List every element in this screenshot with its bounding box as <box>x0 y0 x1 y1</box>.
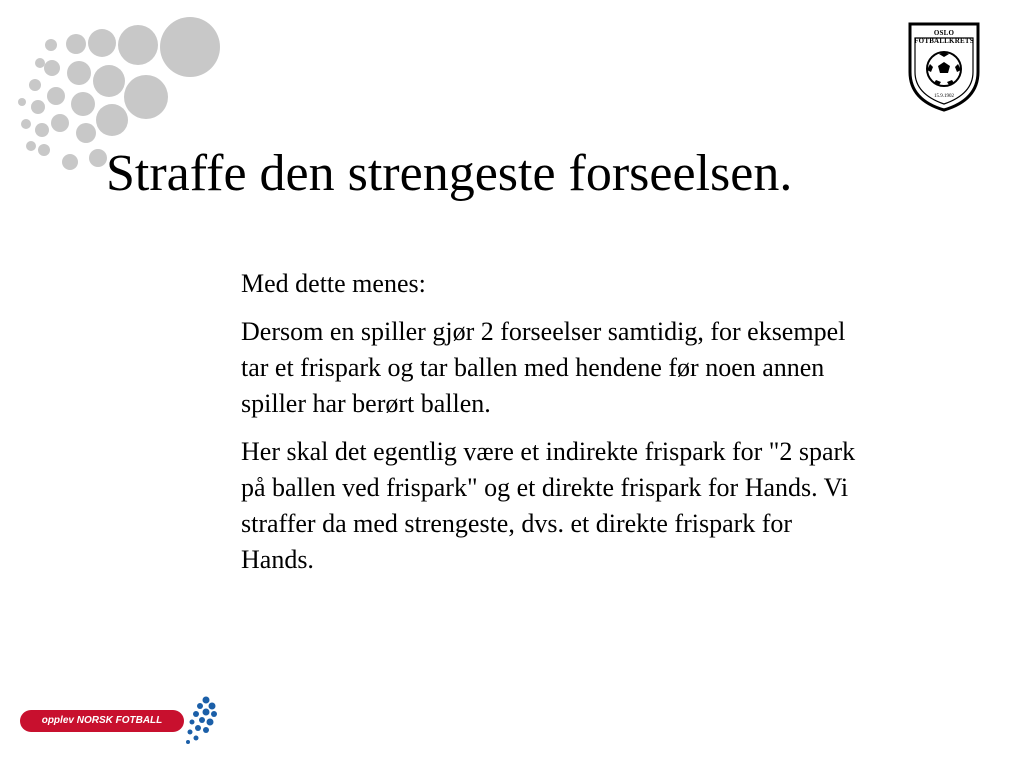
brand-dots-icon <box>176 692 220 748</box>
slide-body <box>241 266 861 590</box>
body-paragraph-example: Dersom en spiller gjør 2 forseelser samtidig, for eksempel tar et frispark og tar ballen med hendene før noen annen spiller har berørt ballen. <box>241 317 846 418</box>
soccer-ball-crest-icon <box>927 52 961 86</box>
opplev-norsk-fotball-logo: opplev NORSK FOTBALL <box>20 710 184 732</box>
body-paragraph-intro: Med dette menes: <box>241 269 426 298</box>
slide-title: Straffe den strengeste forseelsen. <box>106 145 793 202</box>
body-paragraph-ruling: Her skal det egentlig være et indirekte frispark for "2 spark på ballen ved frispark" og et direkte frispark for Hands. Vi straffer da med strengeste, dvs. et direkte frispark for Hands. <box>241 437 856 574</box>
crest-name: OSLO FOTBALLKRETS <box>914 29 974 45</box>
crest-date: 15.9.1902 <box>934 94 954 99</box>
